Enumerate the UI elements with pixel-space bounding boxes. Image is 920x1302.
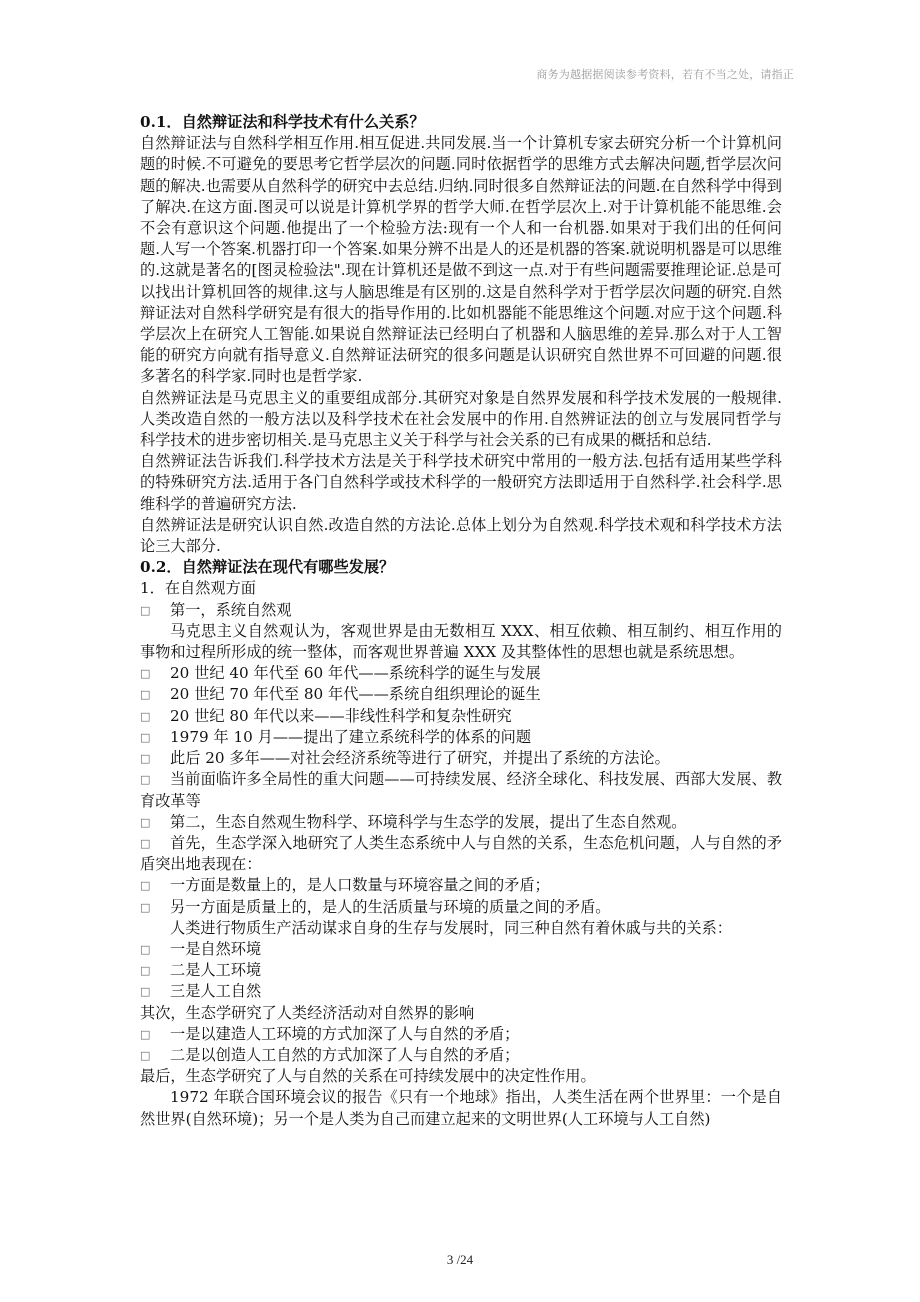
document-body: [140, 112, 782, 1130]
checkbox-square-icon: □: [140, 603, 151, 617]
paragraph: 最后，生态学研究了人与自然的关系在可持续发展中的决定性作用。: [140, 1067, 596, 1086]
list-item: □ 一方面是数量上的，是人口数量与环境容量之间的矛盾；: [140, 875, 782, 896]
checkbox-square-icon: □: [140, 709, 151, 723]
question-2-title: 0.2．自然辩证法在现代有哪些发展？: [140, 558, 395, 577]
checkbox-square-icon: □: [140, 879, 151, 893]
list-item: □ 一是以建造人工环境的方式加深了人与自然的矛盾；: [140, 1024, 782, 1045]
header-note: 商务为越据据阅读参考资料，若有不当之处，请指正: [536, 68, 794, 81]
list-item: □ 当前面临许多全局性的重大问题——可持续发展、经济全球化、科技发展、西部大发展、教育改革等: [140, 770, 782, 810]
checkbox-square-icon: □: [140, 836, 151, 850]
list-item: □ 第二，生态自然观生物科学、环境科学与生态学的发展，提出了生态自然观。: [140, 812, 782, 833]
checkbox-square-icon: □: [140, 752, 151, 766]
checkbox-square-icon: □: [140, 730, 151, 744]
checkbox-square-icon: □: [140, 1027, 151, 1041]
list-item: □ 20 世纪 70 年代至 80 年代——系统自组织理论的诞生: [140, 684, 782, 705]
list-item: □ 三是人工自然: [140, 981, 782, 1002]
list-item: □ 20 世纪 80 年代以来——非线性科学和复杂性研究: [140, 706, 782, 727]
checkbox-square-icon: □: [140, 667, 151, 681]
paragraph: 其次，生态学研究了人类经济活动对自然界的影响: [140, 1003, 475, 1022]
checkbox-square-icon: □: [140, 773, 151, 787]
list-item: □ 另一方面是质量上的，是人的生活质量与环境的质量之间的矛盾。: [140, 897, 782, 918]
checkbox-square-icon: □: [140, 815, 151, 829]
list-item: □ 20 世纪 40 年代至 60 年代——系统科学的诞生与发展: [140, 663, 782, 684]
question-1-title: 0.1．自然辩证法和科学技术有什么关系？: [140, 113, 425, 131]
checkbox-square-icon: □: [140, 942, 151, 956]
list-item: □ 二是人工环境: [140, 960, 782, 981]
section-heading: 1．在自然观方面: [140, 579, 256, 598]
list-item: □ 一是自然环境: [140, 939, 782, 960]
paragraph: 自然辩证法与自然科学相互作用.相互促进.共同发展.当一个计算机专家去研究分析一个计算机问题的时候.不可避免的要思考它哲学层次的问题.同时依据哲学的思维方式去解决问题,哲学层次问题的解决.也需要从自然科学的研究中去总结.归纳.同时很多自然辩证法的问题.在自然科学中得到了解决.在这方面.图灵可以说是计算机学界的哲学大师.在哲学层次上.对于计算机能不能思维.会不会有意识这个问题.他提出了一个检验方法:现有一个人和一台机器.如果对于我们出的任何问题.人写一个答案.机器打印一个答案.如果分辨不出是人的还是机器的答案.就说明机器是可以思维的.这就是著名的[图灵检验法".现在计算机还是做不到这一点.对于有些问题需要推理论证.总是可以找出计算机回答的规律.这与人脑思维是有区别的.这是自然科学对于哲学层次问题的研究.自然辩证法对自然科学研究是有很大的指导作用的.比如机器能不能思维这个问题.对应于这个问题.科学层次上在研究人工智能.如果说自然辩证法已经明白了机器和人脑思维的差异.那么对于人工智能的研究方向就有指导意义.自然辩证法研究的很多问题是认识研究自然世界不可回避的问题.很多著名的科学家.同时也是哲学家.: [140, 134, 782, 386]
page-number: 3 /24: [446, 1252, 474, 1267]
list-item: □ 第一，系统自然观: [140, 600, 782, 621]
list-item: □ 首先，生态学深入地研究了人类生态系统中人与自然的关系，生态危机问题，人与自然的矛盾突出地表现在：: [140, 833, 782, 874]
checkbox-square-icon: □: [140, 688, 151, 702]
checkbox-square-icon: □: [140, 985, 151, 999]
paragraph: 自然辨证法是研究认识自然.改造自然的方法论.总体上划分为自然观.科学技术观和科学技术方法论三大部分.: [140, 515, 782, 556]
paragraph: 自然辨证法告诉我们.科学技术方法是关于科学技术研究中常用的一般方法.包括有适用某些学科的特殊研究方法.适用于各门自然科学或技术科学的一般研究方法即适用于自然科学.社会科学.思维科学的普遍研究方法.: [140, 452, 782, 513]
paragraph: 自然辨证法是马克思主义的重要组成部分.其研究对象是自然界发展和科学技术发展的一般规律.人类改造自然的一般方法以及科学技术在社会发展中的作用.自然辨证法的创立与发展同哲学与科学技术的进步密切相关.是马克思主义关于科学与社会关系的已有成果的概括和总结.: [140, 388, 782, 450]
list-item: □ 1979 年 10 月——提出了建立系统科学的体系的问题: [140, 727, 782, 748]
checkbox-square-icon: □: [140, 964, 151, 978]
paragraph: 1972 年联合国环境会议的报告《只有一个地球》指出，人类生活在两个世界里：一个是自然世界(自然环境)；另一个是人类为自己而建立起来的文明世界(人工环境与人工自然): [140, 1088, 782, 1128]
checkbox-square-icon: □: [140, 900, 151, 914]
checkbox-square-icon: □: [140, 1048, 151, 1062]
paragraph: 人类进行物质生产活动谋求自身的生存与发展时，同三种自然有着休戚与共的关系：: [170, 918, 732, 937]
list-item: □ 二是以创造人工自然的方式加深了人与自然的矛盾；: [140, 1045, 782, 1066]
paragraph: 马克思主义自然观认为，客观世界是由无数相互 XXX、相互依赖、相互制约、相互作用的事物和过程所形成的统一整体，而客观世界普遍 XXX 及其整体性的思想也就是系统思想。: [140, 621, 782, 662]
list-item: □ 此后 20 多年——对社会经济系统等进行了研究，并提出了系统的方法论。: [140, 748, 782, 769]
